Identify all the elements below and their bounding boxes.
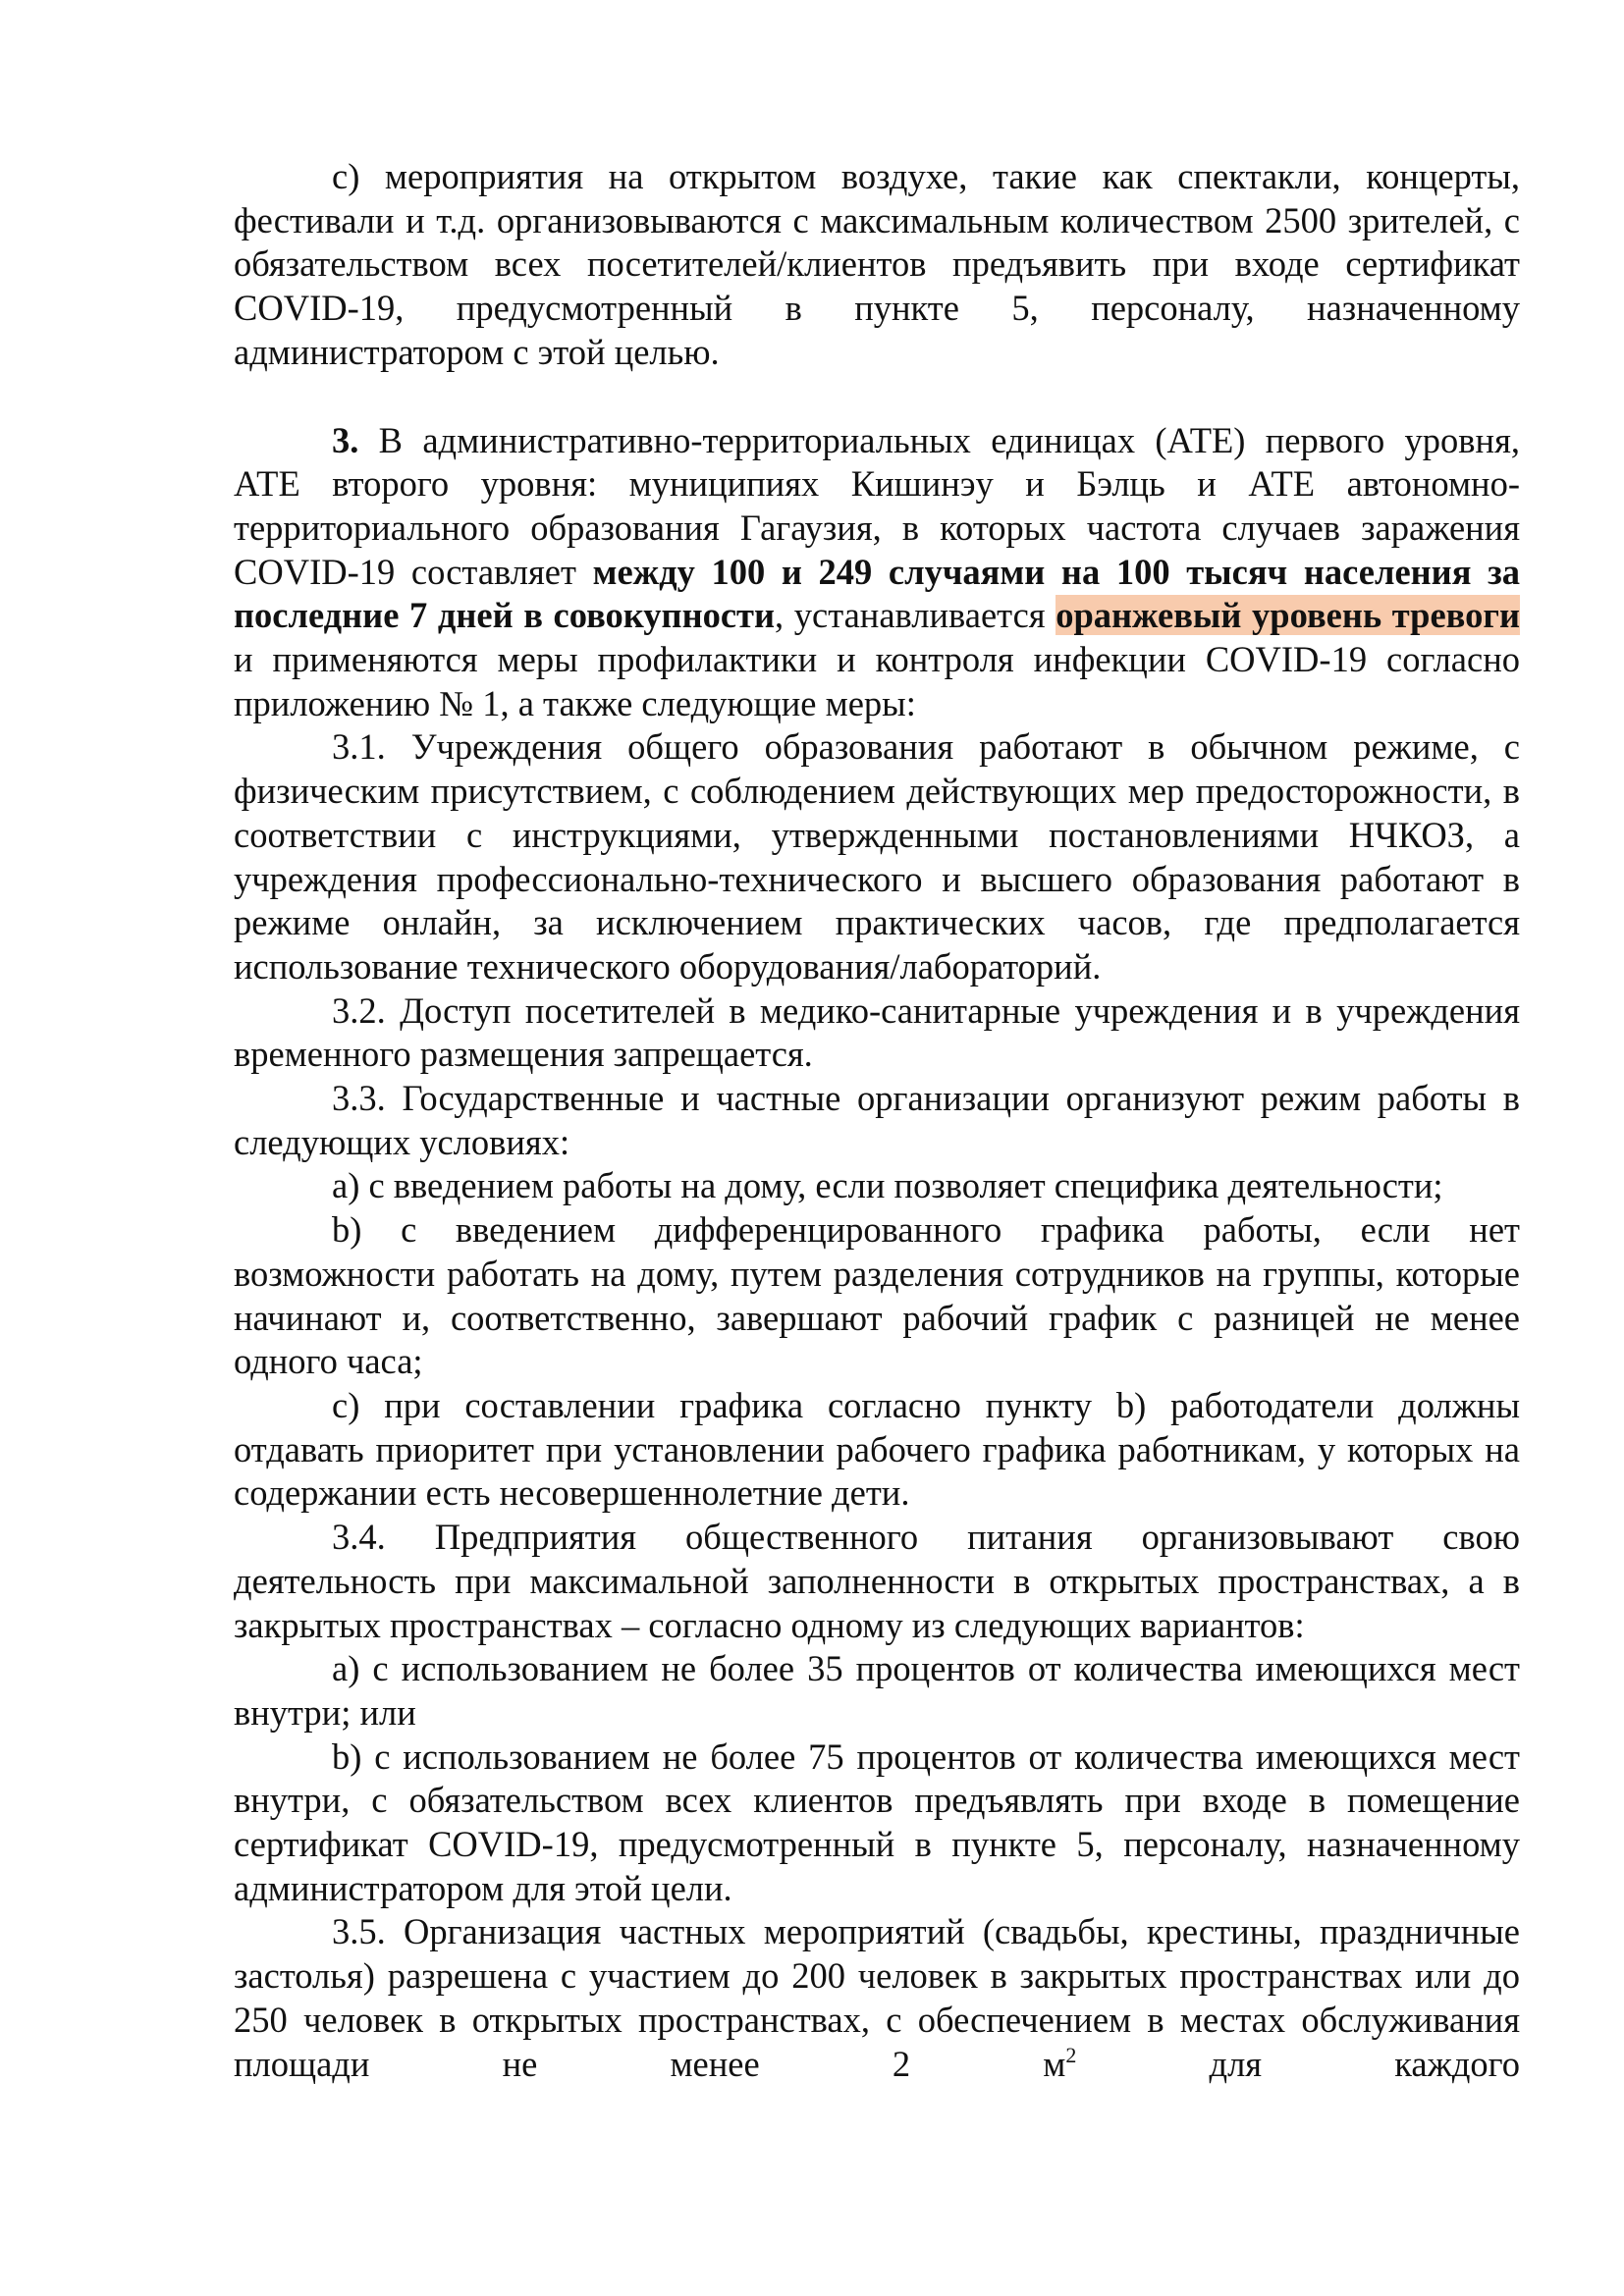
paragraph-3-3-a: a) с введением работы на дому, если позволяет специфика деятельности; bbox=[332, 1165, 1443, 1206]
paragraph-3-4: 3.4. Предприятия общественного питания организовывают свою деятельность при максимальной заполненности в открытых пространствах, а в закрытых пространствах – согласно одному из следующих вариантов: bbox=[234, 1517, 1520, 1645]
paragraph-3 bbox=[234, 419, 1520, 726]
document-body bbox=[234, 155, 1520, 2086]
section-3-middle: , устанавливается bbox=[775, 595, 1056, 636]
paragraph-3-4-a: a) с использованием не более 35 процентов от количества имеющихся мест внутри; или bbox=[234, 1648, 1520, 1733]
paragraph-3-1: 3.1. Учреждения общего образования работают в обычном режиме, с физическим присутствием, с соблюдением действующих мер предосторожности, в соответствии с инструкциями, утвержденными постановлениями НЧКОЗ, а учреждения профессионально-технического и высшего образования работают в режиме онлайн, за исключением практических часов, где предполагается использование технического оборудования/лабораторий. bbox=[234, 726, 1520, 987]
paragraph-3-3: 3.3. Государственные и частные организации организуют режим работы в следующих условиях: bbox=[234, 1078, 1520, 1162]
square-meter-superscript: 2 bbox=[1065, 2042, 1077, 2067]
paragraph-3-5 bbox=[234, 1910, 1520, 2086]
paragraph-3-4-b: b) с использованием не более 75 процентов от количества имеющихся мест внутри, с обязательством всех клиентов предъявлять при входе в помещение сертификат COVID-19, предусмотренный в пункте 5, персоналу, назначенному администратором для этой цели. bbox=[234, 1735, 1520, 1908]
section-3-number: 3. bbox=[332, 419, 359, 460]
orange-alert-level-highlight: оранжевый уровень тревоги bbox=[1056, 595, 1520, 636]
paragraph-3-5-end: для каждого bbox=[1076, 2043, 1520, 2084]
section-3-tail: и применяются меры профилактики и контроля инфекции COVID-19 согласно приложению № 1, а также следующие меры: bbox=[234, 639, 1520, 723]
paragraph-3-3-b: b) с введением дифференцированного графика работы, если нет возможности работать на дому, путем разделения сотрудников на группы, которые начинают и, соответственно, завершают рабочий график с разницей не менее одного часа; bbox=[234, 1209, 1520, 1382]
section-3-intro: В административно-территориальных единицах (АТЕ) первого уровня, АТЕ второго уровня: муниципиях Кишинэу и Бэлць и АТЕ автономно-территориального образования Гагаузия, в которых частота случаев заражения COVID-19 составляет bbox=[234, 419, 1520, 592]
paragraph-3-5-main: 3.5. Организация частных мероприятий (свадьбы, крестины, праздничные застолья) разрешена с участием до 200 человек в закрытых пространствах или до 250 человек в открытых пространствах, с обеспечением в местах обслуживания площади не менее 2 м bbox=[234, 1911, 1520, 2084]
paragraph-3-2: 3.2. Доступ посетителей в медико-санитарные учреждения и в учреждения временного размещения запрещается. bbox=[234, 989, 1520, 1075]
paragraph-2c: c) мероприятия на открытом воздухе, такие как спектакли, концерты, фестивали и т.д. организовываются с максимальным количеством 2500 зрителей, с обязательством всех посетителей/клиентов предъявить при входе сертификат COVID-19, предусмотренный в пункте 5, персоналу, назначенному администратором с этой целью. bbox=[234, 156, 1520, 372]
section-3-threshold: между 100 и 249 случаями на 100 тысяч населения за последние 7 дней в совокупности bbox=[234, 551, 1521, 636]
paragraph-3-3-c: c) при составлении графика согласно пункту b) работодатели должны отдавать приоритет при установлении рабочего графика работникам, у которых на содержании есть несовершеннолетние дети. bbox=[234, 1384, 1520, 1514]
